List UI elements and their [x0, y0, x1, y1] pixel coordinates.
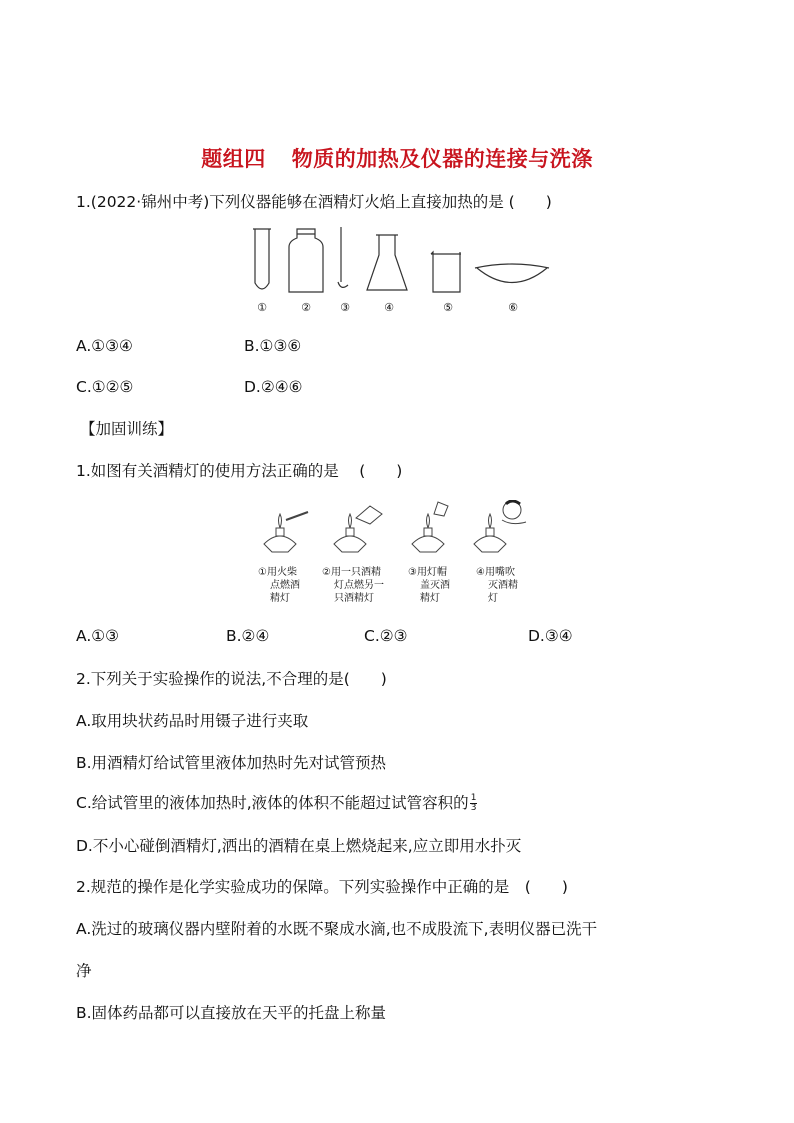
q3-stem: 2.下列关于实验操作的说法,不合理的是( ) [76, 670, 387, 688]
test-tube-icon [255, 229, 269, 289]
beaker-icon [431, 252, 460, 292]
q1-option-b: B.①③⑥ [244, 337, 302, 355]
q4-stem: 2.规范的操作是化学实验成功的保障。下列实验操作中正确的是 ( ) [76, 878, 568, 896]
q1-option-a: A.①③④ [76, 337, 133, 355]
q2-option-c: C.②③ [364, 627, 408, 645]
q3-option-a: A.取用块状药品时用镊子进行夹取 [76, 712, 309, 730]
match-icon [286, 512, 308, 520]
q1-option-d: D.②④⑥ [244, 378, 303, 396]
alcohol-lamp-icon [264, 514, 296, 552]
fraction: $\frac{1}{3}$ [470, 793, 477, 813]
title-part1: 题组四 [201, 147, 266, 171]
fig-label-5: ⑤ [443, 301, 453, 314]
alcohol-lamp-icon [334, 506, 382, 552]
lamp-cap-icon [434, 502, 448, 516]
person-icon [502, 501, 526, 524]
caption-2: ②用一只酒精 灯点燃另一 只酒精灯 [322, 567, 384, 604]
q1-option-c: C.①②⑤ [76, 378, 134, 396]
alcohol-lamp-icon [412, 502, 448, 552]
q2-option-d: D.③④ [528, 627, 573, 645]
fig-label-2: ② [301, 301, 311, 314]
section-heading: 【加固训练】 [80, 420, 174, 438]
q4-option-b: B.固体药品都可以直接放在天平的托盘上称量 [76, 1004, 387, 1022]
q1-stem: 1.(2022·锦州中考)下列仪器能够在酒精灯火焰上直接加热的是 ( ) [76, 193, 552, 211]
fig-label-6: ⑥ [508, 301, 518, 314]
caption-1: ①用火柴 点燃酒 精灯 [258, 567, 300, 604]
fig-label-4: ④ [384, 301, 394, 314]
alcohol-lamp-icon [474, 514, 506, 552]
lab-instruments-figure [245, 225, 555, 315]
caption-3: ③用灯帽 盖灭酒 精灯 [408, 567, 450, 604]
section-title [0, 143, 794, 173]
q3-option-b: B.用酒精灯给试管里液体加热时先对试管预热 [76, 754, 387, 772]
fig-label-3: ③ [340, 301, 350, 314]
evaporating-dish-icon [477, 268, 547, 283]
q2-option-b: B.②④ [226, 627, 270, 645]
q2-stem: 1.如图有关酒精灯的使用方法正确的是 ( ) [76, 462, 403, 480]
q3-option-d: D.不小心碰倒酒精灯,洒出的酒精在桌上燃烧起来,应立即用水扑灭 [76, 837, 522, 855]
fig-label-1: ① [257, 301, 267, 314]
alcohol-lamp-figure [250, 500, 550, 560]
q2-option-a: A.①③ [76, 627, 120, 645]
caption-4: ④用嘴吹 灭酒精 灯 [476, 567, 518, 604]
q4-option-a-line1: A.洗过的玻璃仪器内壁附着的水既不聚成水滴,也不成股流下,表明仪器已洗干 [76, 920, 598, 938]
q4-option-a-line2: 净 [76, 962, 92, 980]
reagent-bottle-icon [289, 229, 323, 292]
title-part2: 物质的加热及仪器的连接与洗涤 [291, 147, 593, 171]
conical-flask-icon [367, 235, 407, 290]
q3-option-c: C.给试管里的液体加热时,液体的体积不能超过试管容积的 $\frac{1}{3}$ [76, 793, 477, 813]
